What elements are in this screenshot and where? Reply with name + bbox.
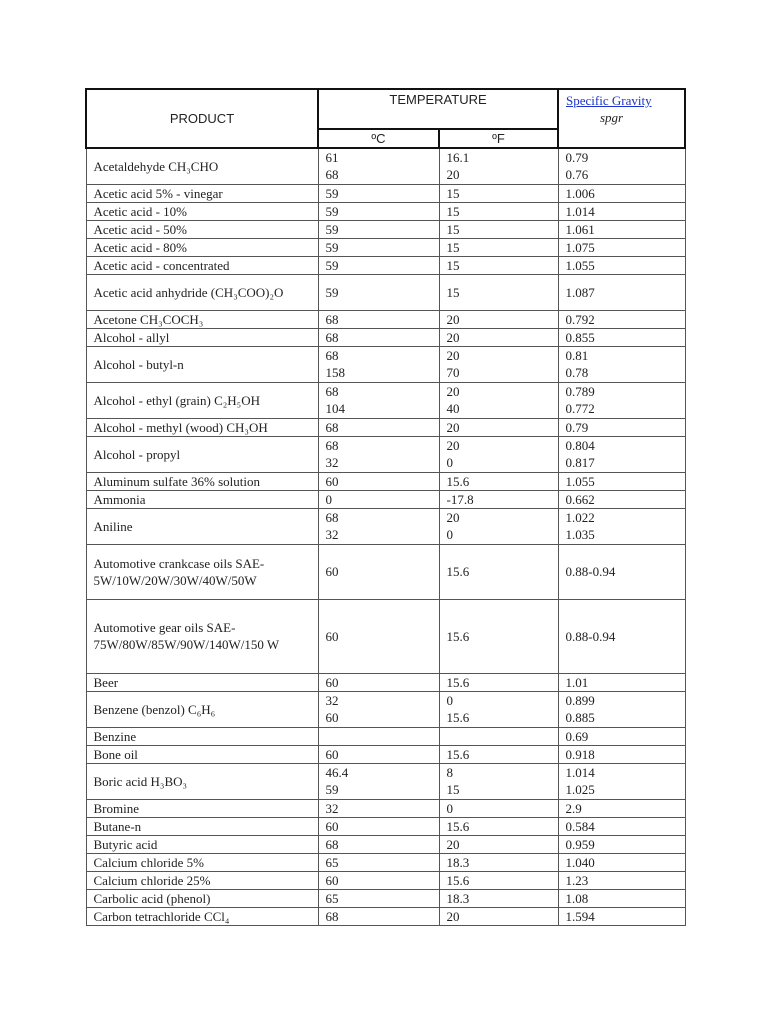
product-cell: Acetic acid - 50% [86, 220, 318, 238]
sg-cell: 0.88-0.94 [558, 599, 685, 673]
sg-cell: 1.08 [558, 889, 685, 907]
product-cell: Aniline [86, 508, 318, 544]
fahrenheit-cell: 15 [439, 238, 558, 256]
table-row [86, 508, 685, 544]
specific-gravity-table [85, 88, 686, 926]
fahrenheit-cell: 0 15.6 [439, 691, 558, 727]
product-cell: Acetone CH₃COCH₃ [86, 310, 318, 328]
table-row [86, 184, 685, 202]
table-row [86, 148, 685, 184]
celsius-cell: 68 [318, 328, 439, 346]
fahrenheit-cell: 20 40 [439, 382, 558, 418]
sg-cell: 1.014 1.025 [558, 763, 685, 799]
sg-cell: 0.804 0.817 [558, 436, 685, 472]
table-row [86, 472, 685, 490]
sg-cell: 1.23 [558, 871, 685, 889]
fahrenheit-cell: 15 [439, 184, 558, 202]
celsius-cell: 59 [318, 274, 439, 310]
celsius-cell: 65 [318, 853, 439, 871]
product-cell: Boric acid H₃BO₃ [86, 763, 318, 799]
table-row [86, 382, 685, 418]
sg-cell: 0.918 [558, 745, 685, 763]
table-body [86, 148, 685, 925]
table-row [86, 310, 685, 328]
table-row [86, 727, 685, 745]
header-fahrenheit: ºF [439, 129, 558, 148]
celsius-cell: 60 [318, 472, 439, 490]
product-cell: Beer [86, 673, 318, 691]
table-row [86, 691, 685, 727]
table-row [86, 418, 685, 436]
celsius-cell: 59 [318, 238, 439, 256]
celsius-cell: 68 [318, 835, 439, 853]
sg-cell: 0.899 0.885 [558, 691, 685, 727]
celsius-cell: 68 158 [318, 346, 439, 382]
sg-cell: 0.79 0.76 [558, 148, 685, 184]
table-row [86, 817, 685, 835]
table-row [86, 763, 685, 799]
table-row [86, 220, 685, 238]
celsius-cell: 59 [318, 184, 439, 202]
celsius-cell: 59 [318, 220, 439, 238]
header-temperature: TEMPERATURE [318, 89, 558, 129]
fahrenheit-cell: 15.6 [439, 871, 558, 889]
spgr-label: spgr [599, 110, 624, 125]
table-row [86, 907, 685, 925]
product-cell: Aluminum sulfate 36% solution [86, 472, 318, 490]
table-row [86, 436, 685, 472]
celsius-cell: 60 [318, 673, 439, 691]
celsius-cell: 0 [318, 490, 439, 508]
fahrenheit-cell: -17.8 [439, 490, 558, 508]
fahrenheit-cell: 15 [439, 220, 558, 238]
sg-cell: 0.855 [558, 328, 685, 346]
sg-cell: 0.792 [558, 310, 685, 328]
fahrenheit-cell: 20 [439, 310, 558, 328]
header-specific-gravity [558, 89, 685, 148]
table-header [86, 89, 685, 148]
celsius-cell: 60 [318, 871, 439, 889]
fahrenheit-cell: 18.3 [439, 853, 558, 871]
fahrenheit-cell: 0 [439, 799, 558, 817]
sg-cell: 0.69 [558, 727, 685, 745]
table-row [86, 328, 685, 346]
fahrenheit-cell: 15 [439, 274, 558, 310]
sg-cell: 1.594 [558, 907, 685, 925]
celsius-cell: 61 68 [318, 148, 439, 184]
fahrenheit-cell: 20 [439, 907, 558, 925]
fahrenheit-cell: 15.6 [439, 599, 558, 673]
fahrenheit-cell: 15.6 [439, 673, 558, 691]
table-row [86, 871, 685, 889]
product-cell: Alcohol - butyl-n [86, 346, 318, 382]
product-cell: Butyric acid [86, 835, 318, 853]
sg-cell: 1.055 [558, 256, 685, 274]
sg-cell: 1.040 [558, 853, 685, 871]
product-cell: Benzene (benzol) C₆H₆ [86, 691, 318, 727]
celsius-cell: 68 32 [318, 508, 439, 544]
product-cell: Carbon tetrachloride CCl₄ [86, 907, 318, 925]
celsius-cell: 59 [318, 202, 439, 220]
product-cell: Benzine [86, 727, 318, 745]
fahrenheit-cell: 15 [439, 256, 558, 274]
fahrenheit-cell: 15.6 [439, 472, 558, 490]
table-row [86, 599, 685, 673]
sg-cell: 0.584 [558, 817, 685, 835]
fahrenheit-cell: 8 15 [439, 763, 558, 799]
table-row [86, 274, 685, 310]
fahrenheit-cell: 20 [439, 328, 558, 346]
product-cell: Carbolic acid (phenol) [86, 889, 318, 907]
sg-cell: 1.075 [558, 238, 685, 256]
product-cell: Acetic acid - 10% [86, 202, 318, 220]
celsius-cell: 46.4 59 [318, 763, 439, 799]
product-cell: Acetaldehyde CH₃CHO [86, 148, 318, 184]
fahrenheit-cell: 16.1 20 [439, 148, 558, 184]
celsius-cell: 68 32 [318, 436, 439, 472]
fahrenheit-cell: 15.6 [439, 745, 558, 763]
celsius-cell: 59 [318, 256, 439, 274]
sg-cell: 0.81 0.78 [558, 346, 685, 382]
sg-cell: 0.79 [558, 418, 685, 436]
sg-cell: 1.006 [558, 184, 685, 202]
product-cell: Alcohol - allyl [86, 328, 318, 346]
sg-cell: 1.061 [558, 220, 685, 238]
celsius-cell: 32 60 [318, 691, 439, 727]
fahrenheit-cell: 15.6 [439, 817, 558, 835]
celsius-cell: 60 [318, 745, 439, 763]
table-row [86, 673, 685, 691]
product-cell: Acetic acid - concentrated [86, 256, 318, 274]
product-cell: Acetic acid - 80% [86, 238, 318, 256]
table-row [86, 544, 685, 599]
product-cell: Automotive crankcase oils SAE-5W/10W/20W/30W/40W/50W [86, 544, 318, 599]
table-row [86, 202, 685, 220]
product-cell: Ammonia [86, 490, 318, 508]
fahrenheit-cell: 20 70 [439, 346, 558, 382]
table-row [86, 799, 685, 817]
header-celsius: ºC [318, 129, 439, 148]
product-cell: Alcohol - propyl [86, 436, 318, 472]
table-row [86, 256, 685, 274]
sg-cell: 2.9 [558, 799, 685, 817]
specific-gravity-link[interactable]: Specific Gravity [566, 93, 652, 108]
fahrenheit-cell: 18.3 [439, 889, 558, 907]
sg-cell: 0.662 [558, 490, 685, 508]
fahrenheit-cell: 15 [439, 202, 558, 220]
header-product: PRODUCT [86, 89, 318, 148]
table-row [86, 745, 685, 763]
product-cell: Bromine [86, 799, 318, 817]
sg-cell: 1.022 1.035 [558, 508, 685, 544]
celsius-cell: 68 [318, 907, 439, 925]
celsius-cell: 68 [318, 418, 439, 436]
celsius-cell: 65 [318, 889, 439, 907]
product-cell: Acetic acid anhydride (CH₃COO)₂O [86, 274, 318, 310]
celsius-cell: 68 [318, 310, 439, 328]
sg-cell: 0.88-0.94 [558, 544, 685, 599]
sg-cell: 0.959 [558, 835, 685, 853]
product-cell: Acetic acid 5% - vinegar [86, 184, 318, 202]
product-cell: Butane-n [86, 817, 318, 835]
fahrenheit-cell [439, 727, 558, 745]
celsius-cell: 60 [318, 544, 439, 599]
product-cell: Alcohol - ethyl (grain) C₂H₅OH [86, 382, 318, 418]
celsius-cell: 60 [318, 599, 439, 673]
sg-cell: 1.055 [558, 472, 685, 490]
table-row [86, 889, 685, 907]
fahrenheit-cell: 15.6 [439, 544, 558, 599]
celsius-cell: 32 [318, 799, 439, 817]
table-row [86, 853, 685, 871]
table-row [86, 835, 685, 853]
product-cell: Alcohol - methyl (wood) CH₃OH [86, 418, 318, 436]
product-cell: Calcium chloride 5% [86, 853, 318, 871]
celsius-cell [318, 727, 439, 745]
celsius-cell: 68 104 [318, 382, 439, 418]
celsius-cell: 60 [318, 817, 439, 835]
table-row [86, 346, 685, 382]
sg-cell: 1.01 [558, 673, 685, 691]
sg-cell: 0.789 0.772 [558, 382, 685, 418]
product-cell: Calcium chloride 25% [86, 871, 318, 889]
table-row [86, 490, 685, 508]
fahrenheit-cell: 20 [439, 418, 558, 436]
fahrenheit-cell: 20 [439, 835, 558, 853]
product-cell: Automotive gear oils SAE-75W/80W/85W/90W/140W/150 W [86, 599, 318, 673]
sg-cell: 1.087 [558, 274, 685, 310]
fahrenheit-cell: 20 0 [439, 436, 558, 472]
fahrenheit-cell: 20 0 [439, 508, 558, 544]
product-cell: Bone oil [86, 745, 318, 763]
table-row [86, 238, 685, 256]
sg-cell: 1.014 [558, 202, 685, 220]
